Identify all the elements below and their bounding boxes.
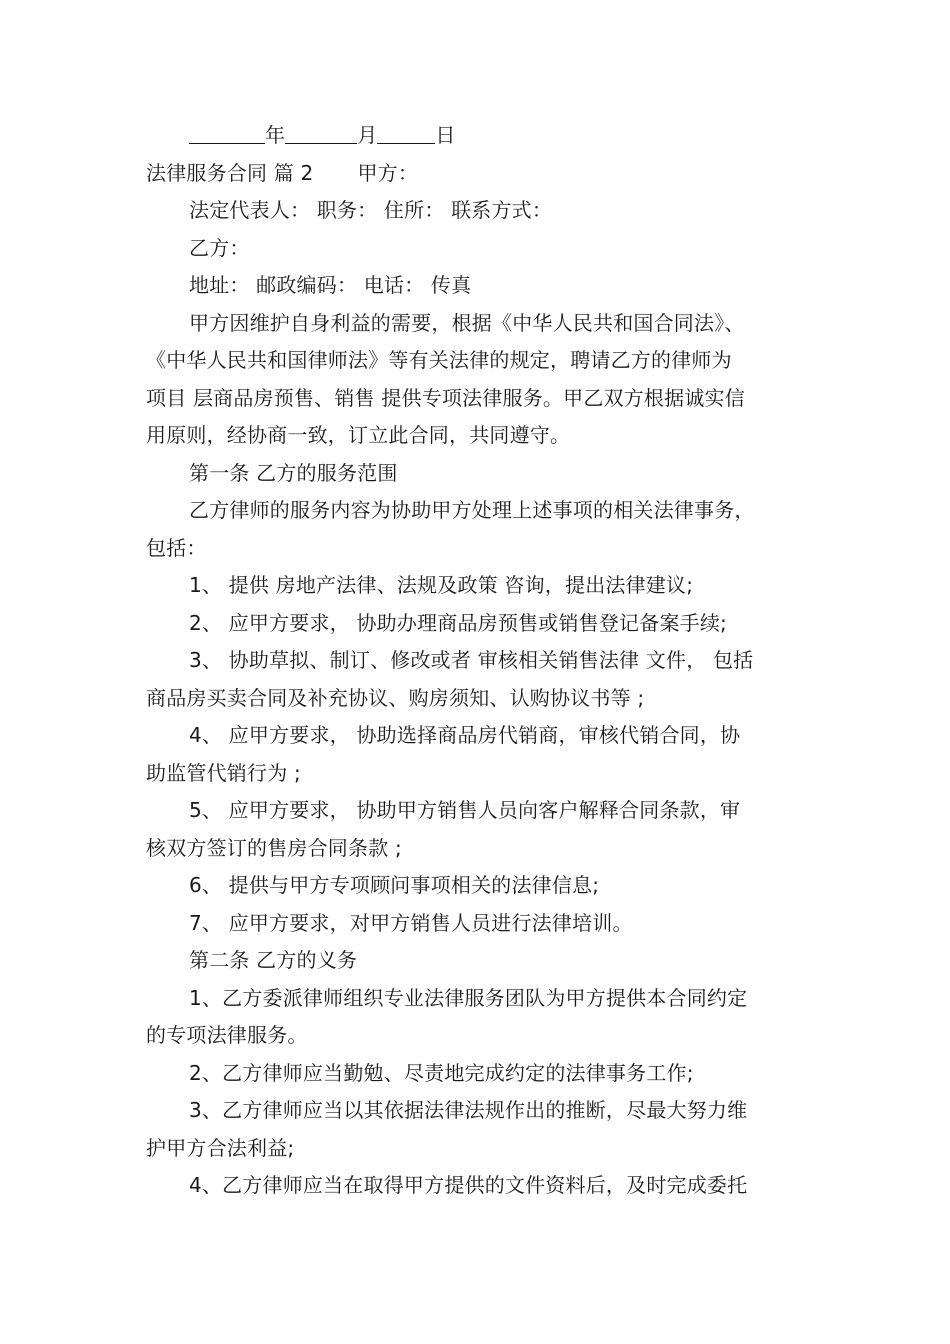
article-1-item-7	[146, 905, 811, 943]
description-line: 乙方律师的服务内容为协助甲方处理上述事项的相关法律事务，	[189, 498, 755, 522]
intro-line: 《中华人民共和国律师法》等有关法律的规定，聘请乙方的律师为	[146, 348, 732, 372]
contract-title: 法律服务合同 篇 2	[146, 160, 314, 185]
party-a-label: 甲方：	[357, 160, 419, 185]
contract-heading	[146, 155, 811, 193]
list-item-continuation: 护甲方合法利益;	[146, 1135, 295, 1160]
article-1-description	[146, 492, 811, 567]
list-item: 2、 应甲方要求， 协助办理商品房预售或销售登记备案手续;	[189, 610, 727, 635]
article-1-item-4	[146, 717, 811, 792]
list-item: 7、 应甲方要求，对甲方销售人员进行法律培训。	[189, 910, 633, 935]
day-blank	[377, 123, 435, 144]
list-item: 1、 提供 房地产法律、法规及政策 咨询，提出法律建议;	[189, 573, 694, 597]
list-item: 5、 应甲方要求， 协助甲方销售人员向客户解释合同条款，审	[189, 798, 741, 822]
article-1-title: 第一条 乙方的服务范围	[189, 460, 398, 485]
address-line: 地址： 邮政编码： 电话： 传真	[189, 273, 472, 297]
list-item-continuation: 的专项法律服务。	[146, 1023, 308, 1047]
list-item: 2、乙方律师应当勤勉、尽责地完成约定的法律事务工作;	[189, 1060, 694, 1085]
list-item-continuation: 核双方签订的售房合同条款 ;	[146, 835, 402, 860]
year-label: 年	[265, 123, 286, 147]
list-item-continuation: 商品房买卖合同及补充协议、购房须知、认购协议书等 ;	[146, 685, 645, 710]
intro-line: 项目 层商品房预售、销售 提供专项法律服务。甲乙双方根据诚实信	[146, 385, 745, 410]
article-1-item-6	[146, 867, 811, 905]
list-item: 4、 应甲方要求， 协助选择商品房代销商，审核代销合同，协	[189, 723, 741, 747]
contract-body	[146, 117, 811, 1205]
month-blank	[285, 123, 357, 144]
description-line: 包括：	[146, 535, 207, 560]
month-label: 月	[357, 123, 378, 147]
intro-line: 用原则，经协商一致，订立此合同，共同遵守。	[146, 423, 571, 447]
list-item: 3、乙方律师应当以其依据法律法规作出的推断，尽最大努力维	[189, 1098, 748, 1122]
list-item: 4、乙方律师应当在取得甲方提供的文件资料后，及时完成委托	[189, 1173, 748, 1197]
article-1-item-2	[146, 605, 811, 643]
list-item: 1、乙方委派律师组织专业法律服务团队为甲方提供本合同约定	[189, 985, 748, 1010]
article-1-item-1	[146, 567, 811, 605]
article-2-item-1	[146, 980, 811, 1055]
article-2-item-3	[146, 1092, 811, 1167]
year-blank	[189, 123, 265, 144]
intro-line: 甲方因维护自身利益的需要，根据《中华人民共和国合同法》、	[189, 310, 745, 335]
list-item-continuation: 助监管代销行为 ;	[146, 760, 301, 785]
list-item: 3、 协助草拟、制订、修改或者 审核相关销售法律 文件， 包括	[189, 648, 754, 672]
party-b-label: 乙方：	[189, 235, 250, 260]
intro-paragraph	[146, 305, 811, 455]
list-item: 6、 提供与甲方专项顾问事项相关的法律信息;	[189, 873, 600, 897]
article-2-item-4	[146, 1167, 811, 1205]
article-1-item-5	[146, 792, 811, 867]
day-label: 日	[435, 123, 456, 147]
date-line	[146, 117, 811, 155]
article-1-item-3	[146, 642, 811, 717]
article-2-item-2	[146, 1055, 811, 1093]
representative-line: 法定代表人： 职务： 住所： 联系方式：	[189, 198, 553, 222]
article-2-title: 第二条 乙方的义务	[189, 948, 358, 972]
